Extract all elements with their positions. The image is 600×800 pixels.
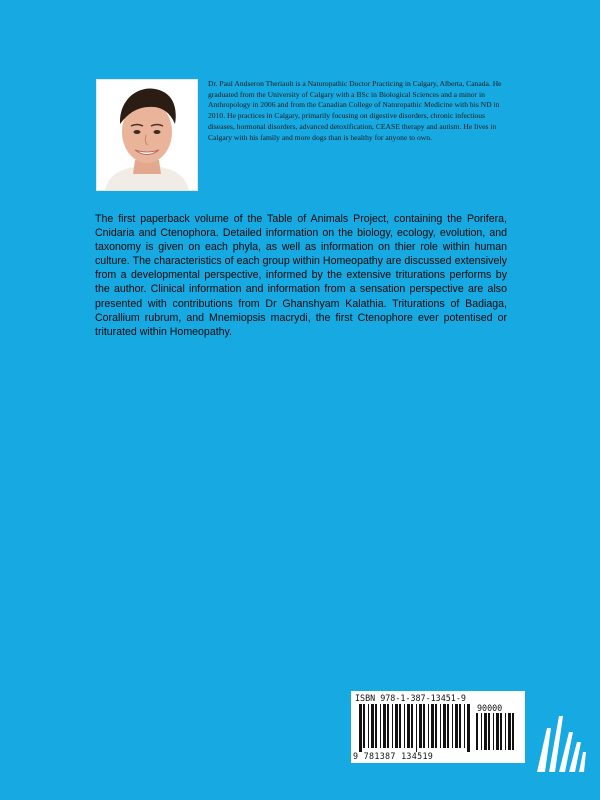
barcode-bar — [505, 713, 506, 750]
publisher-logo-icon — [535, 712, 587, 774]
barcode-bar — [435, 704, 437, 748]
barcode-bar — [395, 704, 398, 748]
barcode-bar — [387, 704, 389, 748]
barcode-bar — [404, 704, 405, 748]
barcode-bar — [416, 704, 417, 752]
barcode-bar — [467, 704, 470, 752]
barcode-bar — [496, 713, 499, 750]
barcode-bar — [407, 704, 410, 748]
barcode-bar — [371, 704, 374, 748]
barcode-bar — [464, 704, 465, 748]
barcode-bar — [452, 704, 453, 748]
barcode-bar — [383, 704, 386, 748]
barcode-bar — [481, 713, 482, 750]
barcode-bar — [375, 704, 377, 748]
barcode-bar — [392, 704, 393, 748]
ean-bars — [359, 704, 473, 752]
barcode-bar — [431, 704, 434, 748]
barcode-bar — [493, 713, 494, 750]
barcode-bar — [363, 704, 365, 748]
price-bars — [476, 713, 520, 752]
barcode-bar — [455, 704, 458, 748]
barcode-bar — [476, 713, 478, 750]
barcode-bar — [411, 704, 413, 748]
barcode-bar — [368, 704, 369, 748]
barcode-bar — [428, 704, 429, 748]
isbn-label: ISBN 978-1-387-13451-9 — [355, 693, 466, 703]
barcode-bar — [500, 713, 502, 750]
price-code: 90000 — [477, 703, 503, 713]
barcode-bar — [440, 704, 441, 748]
author-photo — [96, 79, 198, 191]
book-description: The first paperback volume of the Table of Animals Project, containing the Porifera, Cnidaria and Ctenophora. Detailed information on the biology, ecology, evolution, and taxonomy is given on each phyla, as well as information on thier role within human culture. The characteristics of each group within Homeopathy are discussed extensively from a developmental perspective, informed by the extensive triturations performs by the author. Clinical information and information from a sensation perspective are also presented with contributions from Dr Ghanshyam Kalathia. Triturations of Badiaga, Corallium rubrum, and Mnemiopsis macrydi, the first Ctenophore ever potentised or triturated within Homeopathy. — [95, 213, 507, 338]
barcode-bar — [484, 713, 487, 750]
author-bio: Dr. Paul Andseron Theriault is a Naturopathic Doctor Practicing in Calgary, Alberta, Canada. He graduated from the University of Calgary with a BSc in Biological Sciences and a minor in Anthropology in 2006 and from the Canadian College of Naturopathic Medicine with his ND in 2010. He practices in Calgary, primarily focusing on digestive disorders, chronic infectious diseases, hormonal disorders, advanced detoxification, CEASE therapy and autism. He lives in Calgary with his family and more dogs than is healthy for anyone to own. — [208, 79, 502, 142]
barcode-bar — [359, 704, 362, 752]
barcode-bar — [508, 713, 511, 750]
barcode-bar — [459, 704, 461, 748]
barcode-bar — [423, 704, 425, 748]
barcode-bar — [443, 704, 446, 748]
isbn-barcode — [351, 691, 525, 763]
barcode-bar — [512, 713, 514, 750]
barcode-bar — [488, 713, 490, 750]
barcode-bar — [447, 704, 449, 748]
barcode-bar — [399, 704, 401, 748]
ean-digits: 9 781387 134519 — [353, 751, 434, 761]
barcode-bar — [419, 704, 422, 748]
barcode-bar — [380, 704, 381, 748]
